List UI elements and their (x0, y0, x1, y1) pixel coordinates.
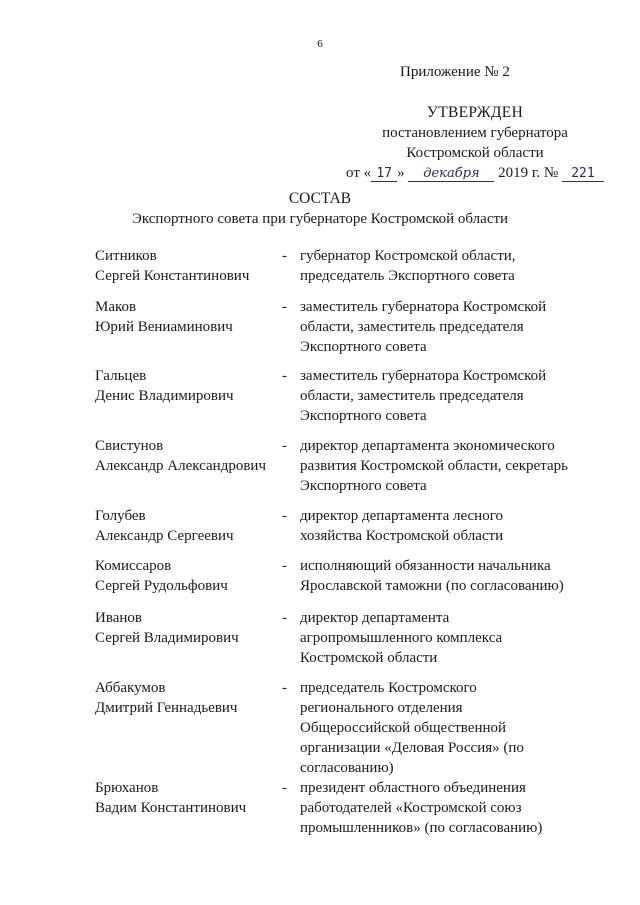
member-dash: - (282, 248, 287, 264)
member-name (95, 778, 285, 818)
member-role-line: заместитель губернатора Костромской (300, 299, 547, 315)
member-role-line: согласованию) (300, 760, 394, 776)
member-role (300, 246, 572, 286)
date-prefix: от « (346, 165, 372, 181)
member-surname: Ситников (95, 248, 157, 264)
member-surname: Свистунов (95, 438, 164, 454)
member-role (300, 436, 572, 496)
member-role (300, 678, 572, 778)
member-role-line: Экспортного совета (300, 478, 427, 494)
member-dash: - (282, 558, 287, 574)
member-surname: Иванов (95, 610, 142, 626)
member-role-line: агропромышленного комплекса (300, 630, 503, 646)
member-surname: Гальцев (95, 368, 147, 384)
member-role-line: губернатор Костромской области, (300, 248, 516, 264)
member-surname: Брюханов (95, 780, 159, 796)
member-given-names: Денис Владимирович (95, 388, 234, 404)
member-role (300, 608, 572, 668)
member-given-names: Дмитрий Геннадьевич (95, 700, 238, 716)
member-role (300, 366, 572, 426)
member-surname: Аббакумов (95, 680, 166, 696)
member-role-line: работодателей «Костромской союз (300, 800, 522, 816)
member-given-names: Сергей Рудольфович (95, 578, 228, 594)
member-name (95, 366, 285, 406)
date-month-field: декабря (408, 167, 494, 182)
member-role-line: организации «Деловая Россия» (по (300, 740, 524, 756)
member-role-line: регионального отделения (300, 700, 463, 716)
appendix-label: Приложение № 2 (400, 64, 510, 80)
approval-line-1: постановлением губернатора (382, 125, 568, 141)
member-role (300, 778, 572, 838)
approval-date-line (330, 163, 620, 183)
page-number: 6 (317, 38, 323, 50)
member-given-names: Вадим Константинович (95, 800, 247, 816)
member-given-names: Сергей Владимирович (95, 630, 239, 646)
member-role-line: Общероссийской общественной (300, 720, 507, 736)
member-dash: - (282, 610, 287, 626)
member-name (95, 678, 285, 718)
member-role (300, 506, 572, 546)
member-role-line: президент областного объединения (300, 780, 526, 796)
member-dash: - (282, 368, 287, 384)
approval-line-2: Костромской области (406, 145, 544, 161)
member-name (95, 436, 285, 476)
member-role-line: области, заместитель председателя (300, 388, 524, 404)
member-role-line: председатель Экспортного совета (300, 268, 515, 284)
document-title (0, 188, 640, 230)
member-role-line: директор департамента экономического (300, 438, 555, 454)
member-name (95, 556, 285, 596)
member-role-line: Ярославской таможни (по согласованию) (300, 578, 564, 594)
member-role-line: Экспортного совета (300, 339, 427, 355)
member-role-line: области, заместитель председателя (300, 319, 524, 335)
title-main: СОСТАВ (288, 190, 352, 207)
member-given-names: Александр Сергеевич (95, 528, 234, 544)
member-given-names: Юрий Вениаминович (95, 319, 233, 335)
title-subtitle: Экспортного совета при губернаторе Костромской области (131, 211, 509, 227)
member-given-names: Александр Александрович (95, 458, 266, 474)
member-role-line: развития Костромской области, секретарь (300, 458, 568, 474)
member-name (95, 246, 285, 286)
member-role-line: директор департамента лесного (300, 508, 503, 524)
member-role-line: Экспортного совета (300, 408, 427, 424)
member-name (95, 297, 285, 337)
member-surname: Маков (95, 299, 137, 315)
member-surname: Голубев (95, 508, 146, 524)
member-surname: Комиссаров (95, 558, 172, 574)
member-name (95, 608, 285, 648)
member-role-line: исполняющий обязанности начальника (300, 558, 551, 574)
member-given-names: Сергей Константинович (95, 268, 250, 284)
member-role (300, 297, 572, 357)
approved-heading: УТВЕРЖДЕН (426, 104, 524, 121)
date-mid: » (397, 165, 409, 181)
member-role-line: хозяйства Костромской области (300, 528, 504, 544)
member-dash: - (282, 438, 287, 454)
member-role-line: заместитель губернатора Костромской (300, 368, 547, 384)
decree-number-field: 221 (562, 167, 604, 182)
member-role-line: директор департамента (300, 610, 450, 626)
approval-stamp (330, 103, 620, 183)
member-dash: - (282, 508, 287, 524)
member-role (300, 556, 572, 596)
date-day-field: 17 (371, 167, 397, 182)
member-role-line: председатель Костромского (300, 680, 477, 696)
member-role-line: Костромской области (300, 650, 438, 666)
member-name (95, 506, 285, 546)
member-role-line: промышленников» (по согласованию) (300, 820, 543, 836)
member-dash: - (282, 780, 287, 796)
member-dash: - (282, 299, 287, 315)
member-dash: - (282, 680, 287, 696)
date-year-text: 2019 г. № (494, 165, 562, 181)
